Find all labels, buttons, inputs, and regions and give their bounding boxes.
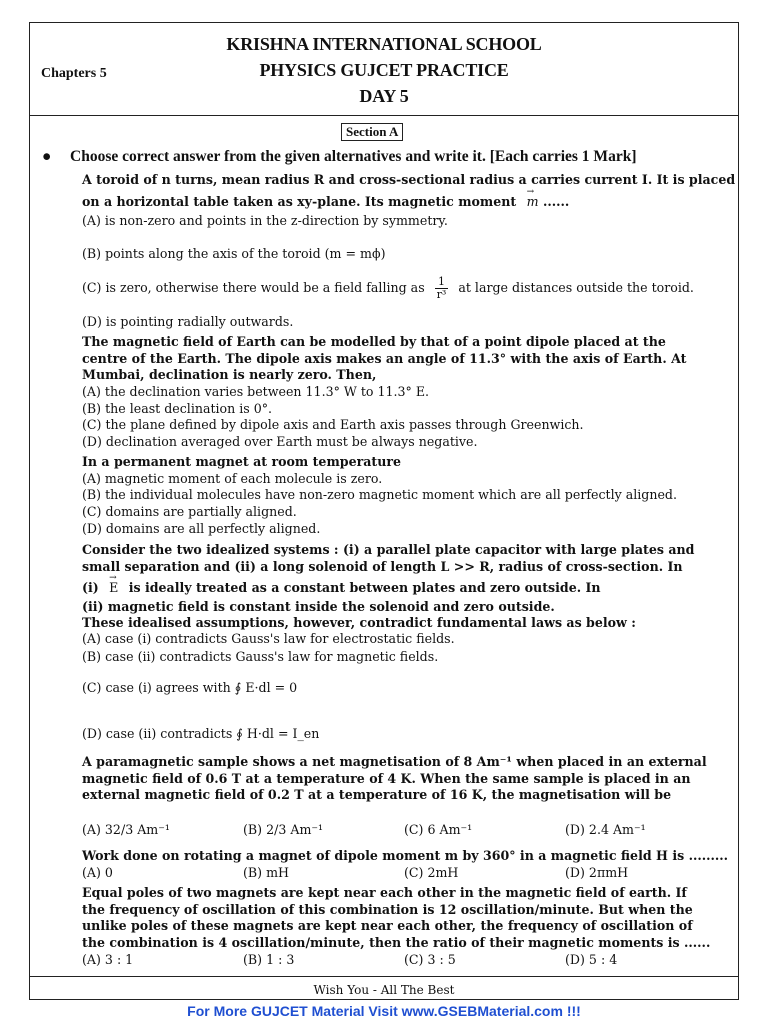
q5-option-c: (C) 6 Am⁻¹ <box>404 822 473 837</box>
q1-line2-text: on a horizontal table taken as xy-plane. Its magnetic moment <box>82 194 517 209</box>
section-label: Section A <box>341 123 403 141</box>
q4-line-i-pre: (i) <box>82 580 99 595</box>
q1-option-d: (D) is pointing radially outwards. <box>82 314 294 329</box>
advert-link[interactable]: For More GUJCET Material Visit www.GSEBMaterial.com !!! <box>187 1003 581 1019</box>
q2-option-c: (C) the plane defined by dipole axis and Earth axis passes through Greenwich. <box>82 417 584 432</box>
q1-option-c-pre: (C) is zero, otherwise there would be a field falling as <box>82 280 425 295</box>
footer-divider <box>29 976 739 977</box>
q4-option-c: (C) case (i) agrees with ∮ E·dl = 0 <box>82 680 298 695</box>
q7-option-a: (A) 3 : 1 <box>82 952 134 967</box>
q2-option-b: (B) the least declination is 0°. <box>82 401 273 416</box>
q4-option-a: (A) case (i) contradicts Gauss's law for electrostatic fields. <box>82 631 455 646</box>
q6-text: Work done on rotating a magnet of dipole moment m by 360° in a magnetic field H is ......... <box>82 848 729 863</box>
q6-option-b: (B) mH <box>243 865 290 880</box>
q1-fraction-num: 1 <box>435 276 449 289</box>
q7-option-d: (D) 5 : 4 <box>565 952 618 967</box>
day-title: DAY 5 <box>359 86 409 106</box>
q4-line-i <box>82 580 712 597</box>
q4-e-field-symbol: → E <box>109 580 118 597</box>
bullet-icon: ● <box>42 148 52 165</box>
q5-option-a: (A) 32/3 Am⁻¹ <box>82 822 170 837</box>
subject-title: PHYSICS GUJCET PRACTICE <box>259 60 509 80</box>
q6-option-d: (D) 2πmH <box>565 865 629 880</box>
q3-text: In a permanent magnet at room temperature <box>82 454 402 469</box>
q3-option-b: (B) the individual molecules have non-zero magnetic moment which are all perfectly aligned. <box>82 487 677 502</box>
q5-option-b: (B) 2/3 Am⁻¹ <box>243 822 324 837</box>
instruction <box>42 148 636 166</box>
q1-line2-end: ...... <box>538 194 570 209</box>
footer-text: Wish You - All The Best <box>313 983 455 997</box>
header-divider <box>29 115 739 116</box>
q6-option-a: (A) 0 <box>82 865 113 880</box>
q1-fraction <box>435 276 449 301</box>
chapter-label: Chapters 5 <box>41 66 107 81</box>
q1-moment-symbol: → m <box>527 194 539 211</box>
q3-option-a: (A) magnetic moment of each molecule is zero. <box>82 471 383 486</box>
q4-option-d: (D) case (ii) contradicts ∮ H·dl = I_en <box>82 726 320 741</box>
q1-option-a: (A) is non-zero and points in the z-direction by symmetry. <box>82 213 448 228</box>
q3-option-d: (D) domains are all perfectly aligned. <box>82 521 321 536</box>
q2-text: The magnetic field of Earth can be modelled by that of a point dipole placed at the centre of the Earth. The dipole axis makes an angle of 11.3° with the axis of Earth. At Mumbai, declination is nearly zero. Then, <box>82 334 687 382</box>
q5-option-d: (D) 2.4 Am⁻¹ <box>565 822 646 837</box>
q2-option-d: (D) declination averaged over Earth must be always negative. <box>82 434 478 449</box>
q1-option-c-post: at large distances outside the toroid. <box>458 280 694 295</box>
q4-option-b: (B) case (ii) contradicts Gauss's law for magnetic fields. <box>82 649 439 664</box>
q3-option-c: (C) domains are partially aligned. <box>82 504 297 519</box>
q1-fraction-den: r³ <box>436 288 447 301</box>
q7-option-c: (C) 3 : 5 <box>404 952 456 967</box>
q4-text: Consider the two idealized systems : (i) a parallel plate capacitor with large plates and small separation and (ii) a long solenoid of length L >> R, radius of cross-section. In <box>82 542 695 574</box>
q6-option-c: (C) 2mH <box>404 865 459 880</box>
q5-text: A paramagnetic sample shows a net magnetisation of 8 Am⁻¹ when placed in an external magnetic field of 0.6 T at a temperature of 4 K. When the same sample is placed in an external magnetic field of 0.2 T at a temperature of 16 K, the magnetisation will be <box>82 754 707 802</box>
q7-option-b: (B) 1 : 3 <box>243 952 295 967</box>
q1-option-c <box>82 276 722 301</box>
q2-option-a: (A) the declination varies between 11.3° W to 11.3° E. <box>82 384 430 399</box>
q4-line-ii: (ii) magnetic field is constant inside the solenoid and zero outside. <box>82 599 555 614</box>
school-name: KRISHNA INTERNATIONAL SCHOOL <box>226 34 542 54</box>
q1-line2 <box>82 194 712 211</box>
q1-line1: A toroid of n turns, mean radius R and cross-sectional radius a carries current I. It is placed <box>82 172 736 187</box>
q1-option-b: (B) points along the axis of the toroid (m = mϕ) <box>82 246 386 261</box>
q4-line-i-post: is ideally treated as a constant between plates and zero outside. In <box>128 580 601 595</box>
q4-line-iii: These idealised assumptions, however, contradict fundamental laws as below : <box>82 615 636 630</box>
q7-text: Equal poles of two magnets are kept near each other in the magnetic field of earth. If the frequency of oscillation of this combination is 12 oscillation/minute. But when the unlike poles of these magnets are kept near each other, the frequency of oscillation of the combination is 4 oscillation/minute, then the ratio of their magnetic moments is ...... <box>82 885 711 950</box>
instruction-text: Choose correct answer from the given alternatives and write it. [Each carries 1 Mark] <box>70 148 637 165</box>
